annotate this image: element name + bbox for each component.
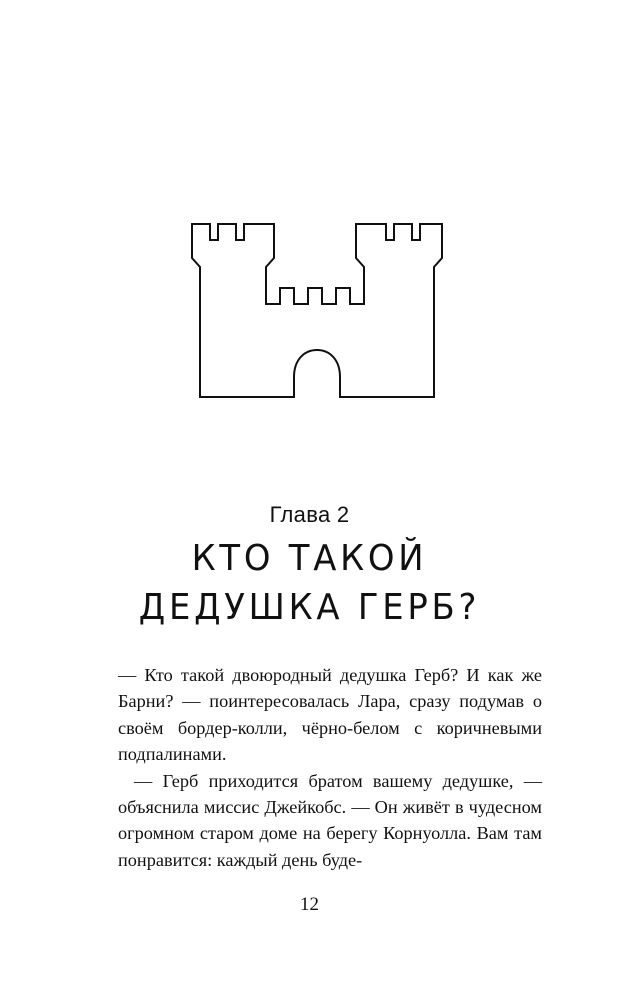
body-text	[118, 662, 542, 873]
paragraph-1: — Кто такой двоюродный дедушка Герб? И как же Барни? — поинтересовалась Лара, сразу подумав о своём бордер-колли, чёрно-белом с коричневыми подпалинами.	[118, 665, 542, 765]
castle-icon	[190, 222, 444, 400]
page-number: 12	[300, 894, 319, 915]
chapter-title-line-1: КТО ТАКОЙ	[191, 538, 428, 579]
chapter-title-line-2: ДЕДУШКА ГЕРБ?	[138, 587, 481, 628]
chapter-title	[19, 534, 601, 632]
paragraph-2: — Герб приходится братом вашему дедушке, — объяснила миссис Джейкобс. — Он живёт в чудесном огромном старом доме на берегу Корнуолла. Вам там понравится: каждый день буде-	[118, 770, 542, 870]
chapter-label: Глава 2	[269, 502, 350, 527]
